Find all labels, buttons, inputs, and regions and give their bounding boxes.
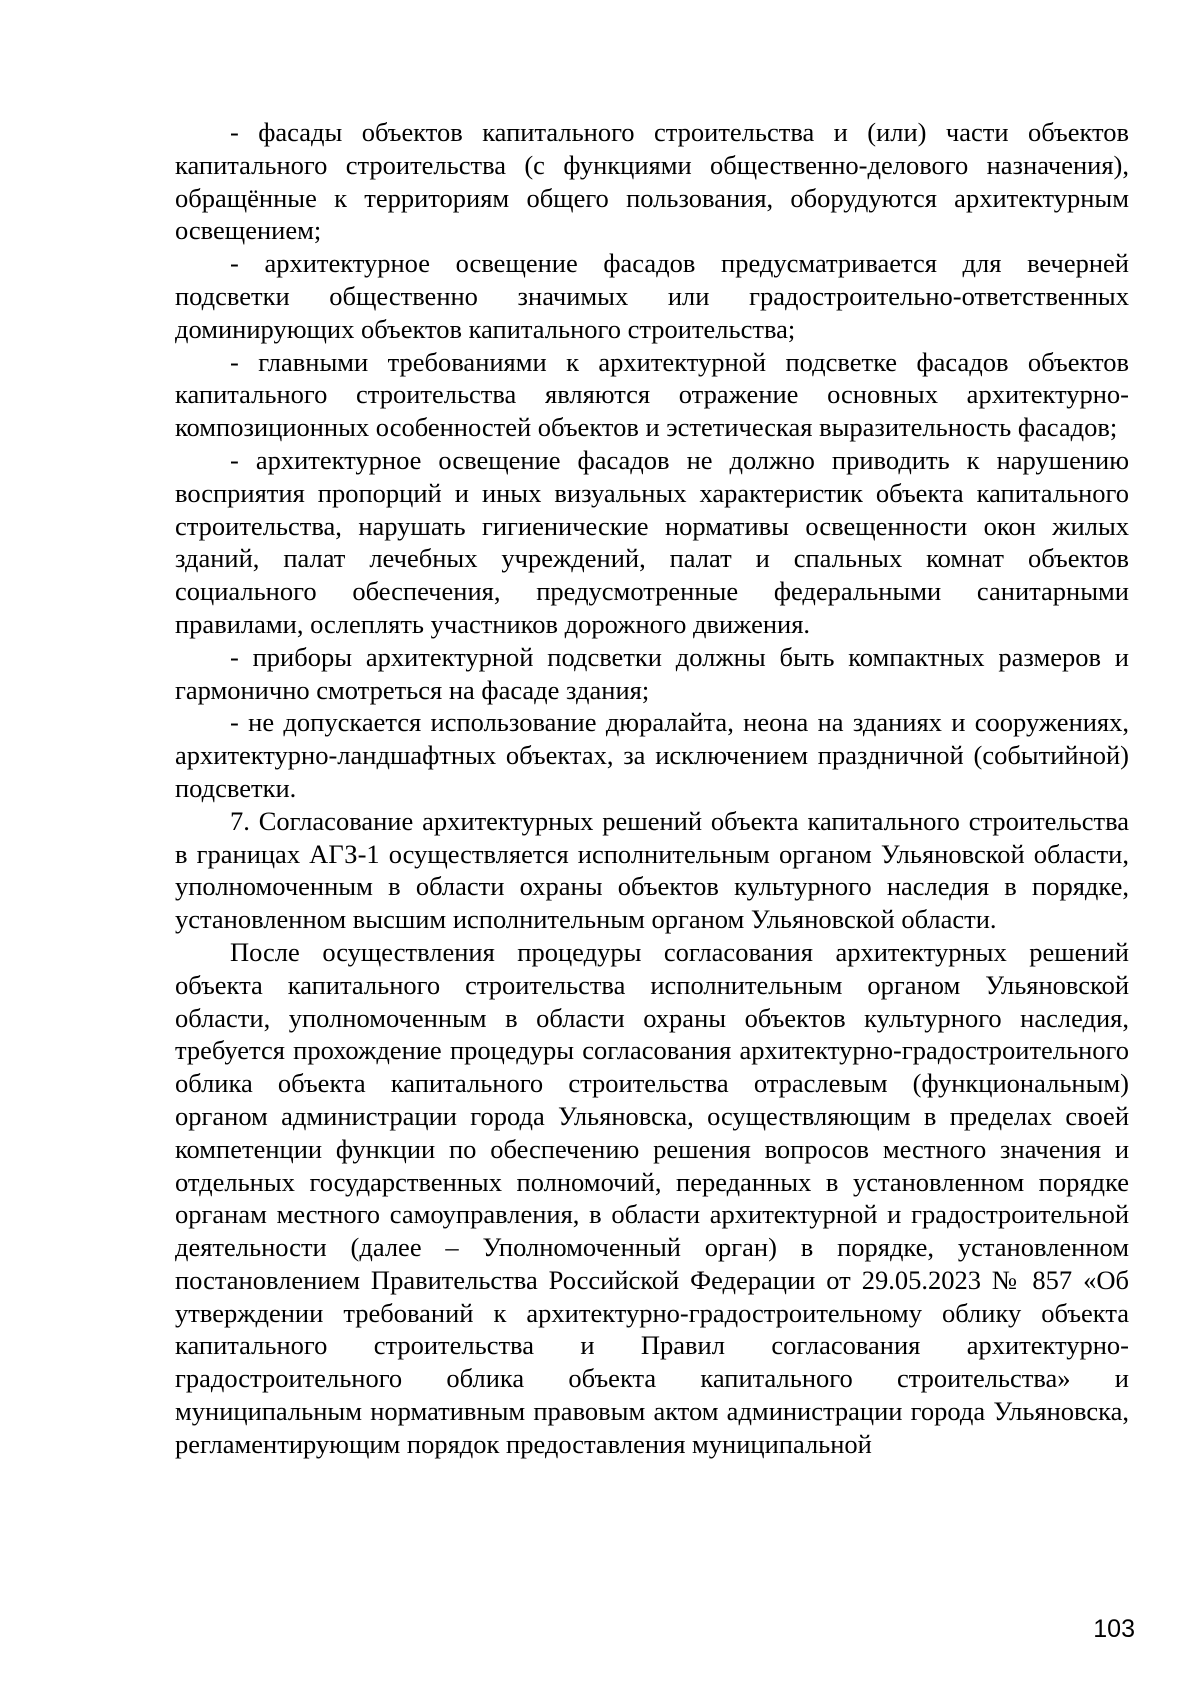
paragraph-evening-illumination: - архитектурное освещение фасадов предусматривается для вечерней подсветки общественно значимых или градостроительно-ответственных доминирующих объектов капитального строительства; (175, 248, 1129, 344)
paragraph-lighting-requirements: - главными требованиями к архитектурной подсветке фасадов объектов капитального строительства являются отражение основных архитектурно-композиционных особенностей объектов и эстетическая выразительность фасадов; (175, 346, 1129, 443)
paragraph-lighting-restrictions: - архитектурное освещение фасадов не должно приводить к нарушению восприятия пропорций и иных визуальных характеристик объекта капитального строительства, нарушать гигиенические нормативы освещенности окон жилых зданий, палат лечебных учреждений, палат и спальных комнат объектов социального обеспечения, предусмотренные федеральными санитарными правилами, ослеплять участников дорожного движения. (175, 444, 1129, 639)
paragraph-approval-procedure: После осуществления процедуры согласования архитектурных решений объекта капитального строительства исполнительным органом Ульяновской области, уполномоченным в области охраны объектов культурного наследия, требуется прохождение процедуры согласования архитектурно-градостроительного облика объекта капитального строительства отраслевым (функциональным) органом администрации города Ульяновска, осуществляющим в пределах своей компетенции функции по обеспечению решения вопросов местного значения и отдельных государственных полномочий, переданных в установленном порядке органам местного самоуправления, в области архитектурной и градостроительной деятельности (далее – Уполномоченный орган) в порядке, установленном постановлением Правительства Российской Федерации от 29.05.2023 № 857 «Об утверждении требований к архитектурно-градостроительному облику объекта капитального строительства и Правил согласования архитектурно-градостроительного облика объекта капитального строительства» и муниципальным нормативным правовым актом администрации города Ульяновска, регламентирующим порядок предоставления муниципальной (175, 936, 1129, 1459)
paragraph-duralight-neon: - не допускается использование дюралайта, неона на зданиях и сооружениях, архитектурно-ландшафтных объектах, за исключением праздничной (событийной) подсветки. (175, 707, 1129, 803)
paragraph-item-7-approval: 7. Согласование архитектурных решений объекта капитального строительства в границах АГЗ-1 осуществляется исполнительным органом Ульяновской области, уполномоченным в области охраны объектов культурного наследия в порядке, установленном высшим исполнительным органом Ульяновской области. (175, 805, 1129, 935)
paragraph-lighting-devices: - приборы архитектурной подсветки должны быть компактных размеров и гармонично смотреться на фасаде здания; (175, 641, 1129, 705)
paragraph-facades-lighting: - фасады объектов капитального строительства и (или) части объектов капитального строительства (с функциями общественно-делового назначения), обращённые к территориям общего пользования, оборудуются архитектурным освещением; (175, 117, 1129, 246)
document-body (175, 116, 1129, 1461)
page-number: 103 (1093, 1615, 1135, 1643)
